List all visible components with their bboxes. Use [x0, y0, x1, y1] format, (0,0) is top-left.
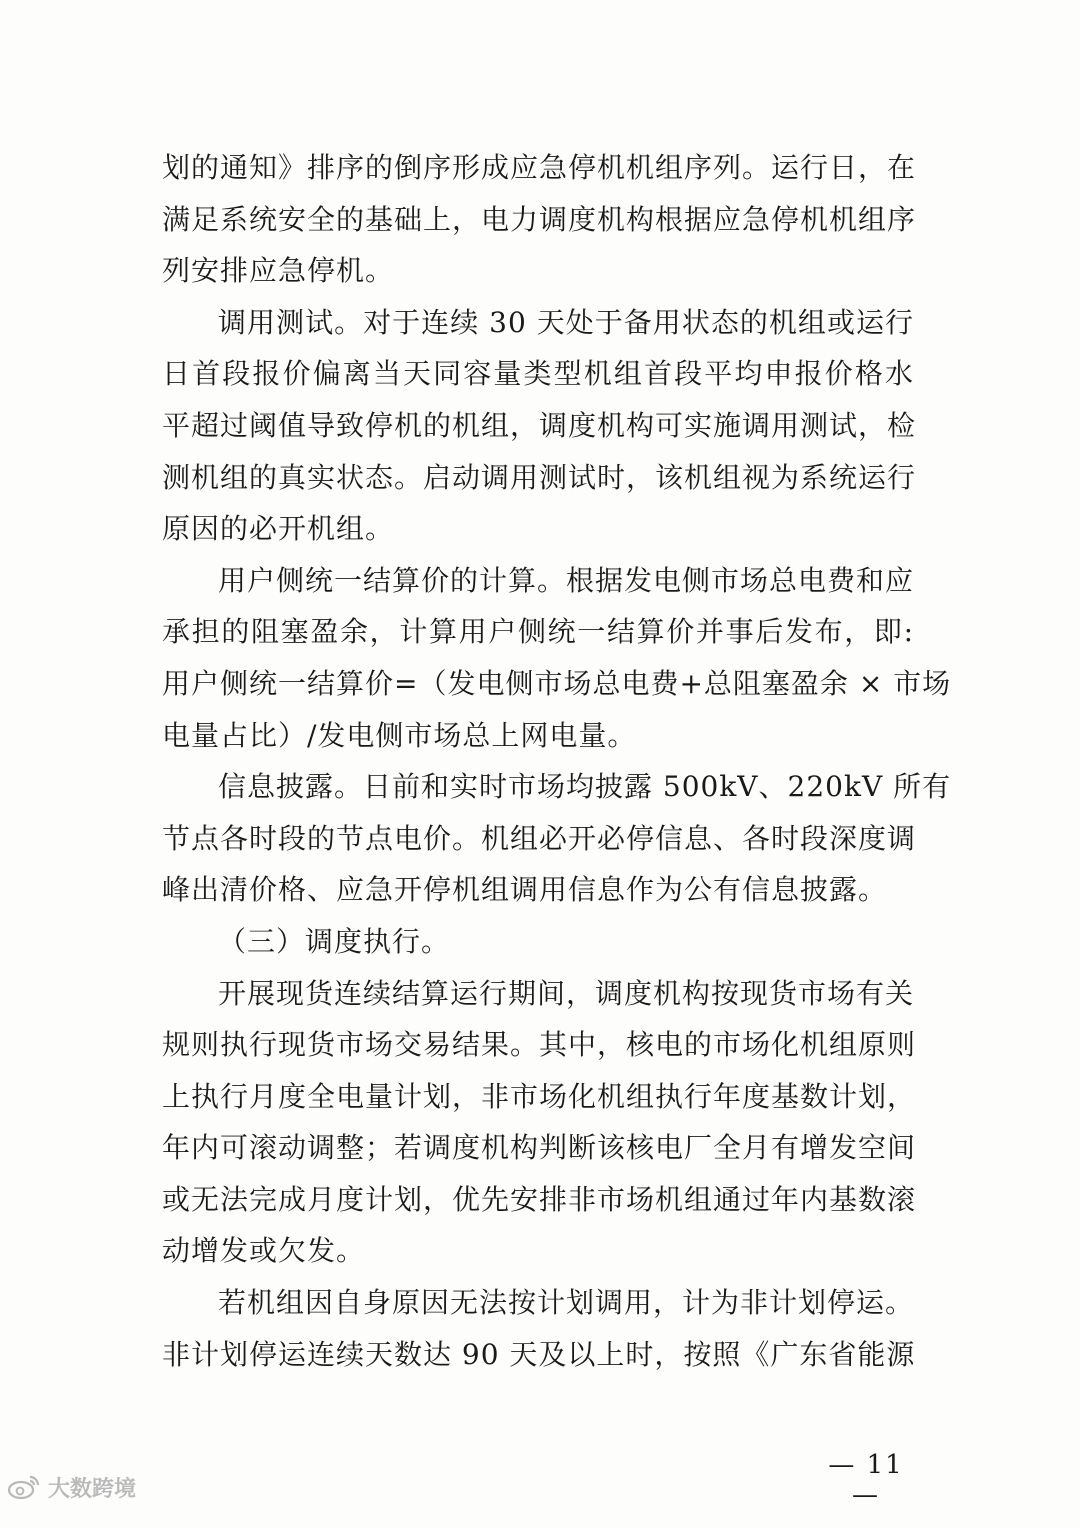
text-line: 峰出清价格、应急开停机组调用信息作为公有信息披露。	[162, 873, 888, 907]
text-line: 非计划停运连续天数达 90 天及以上时，按照《广东省能源	[162, 1337, 916, 1371]
text-line: 承担的阻塞盈余，计算用户侧统一结算价并事后发布，即:	[162, 615, 914, 649]
text-line: 列安排应急停机。	[162, 254, 395, 288]
text-line: 划的通知》排序的倒序形成应急停机机组序列。运行日，在	[162, 151, 917, 184]
text-line: 开展现货连续结算运行期间，调度机构按现货市场有关	[218, 976, 915, 1010]
text-line: 日首段报价偏离当天同容量类型机组首段平均申报价格水	[162, 357, 914, 391]
text-line: 年内可滚动调整；若调度机构判断该核电厂全月有增发空间	[162, 1131, 917, 1165]
text-line: 动增发或欠发。	[162, 1234, 366, 1268]
text-line: 或无法完成月度计划，优先安排非市场机组通过年内基数滚	[162, 1182, 917, 1216]
text-line: 平超过阈值导致停机的机组，调度机构可实施调用测试，检	[162, 408, 917, 442]
text-line: 调用测试。对于连续 30 天处于备用状态的机组或运行	[218, 305, 914, 339]
weibo-logo-icon	[6, 1474, 42, 1500]
text-line: （三）调度执行。	[218, 924, 451, 958]
text-line: 满足系统安全的基础上，电力调度机构根据应急停机机组序	[162, 202, 917, 236]
text-line: 若机组因自身原因无法按计划调用，计为非计划停运。	[218, 1286, 915, 1320]
text-line: 测机组的真实状态。启动调用测试时，该机组视为系统运行	[162, 460, 917, 494]
text-line: 信息披露。日前和实时市场均披露 500kV、220kV 所有	[218, 770, 952, 804]
text-line: 电量占比）/发电侧市场总上网电量。	[162, 718, 637, 752]
body-text	[162, 142, 952, 1380]
watermark	[6, 1472, 136, 1502]
text-line: 用户侧统一结算价的计算。根据发电侧市场总电费和应	[218, 563, 915, 597]
text-line: 规则执行现货市场交易结果。其中，核电的市场化机组原则	[162, 1028, 917, 1062]
text-line: 原因的必开机组。	[162, 512, 395, 546]
watermark-text: 大数跨境	[48, 1476, 137, 1502]
page-number: — 11 —	[828, 1450, 904, 1510]
text-line: 节点各时段的节点电价。机组必开必停信息、各时段深度调	[162, 821, 917, 855]
text-line: 上执行月度全电量计划，非市场化机组执行年度基数计划，	[162, 1079, 917, 1113]
text-line: 用户侧统一结算价=（发电侧市场总电费+总阻塞盈余 × 市场	[162, 666, 952, 700]
